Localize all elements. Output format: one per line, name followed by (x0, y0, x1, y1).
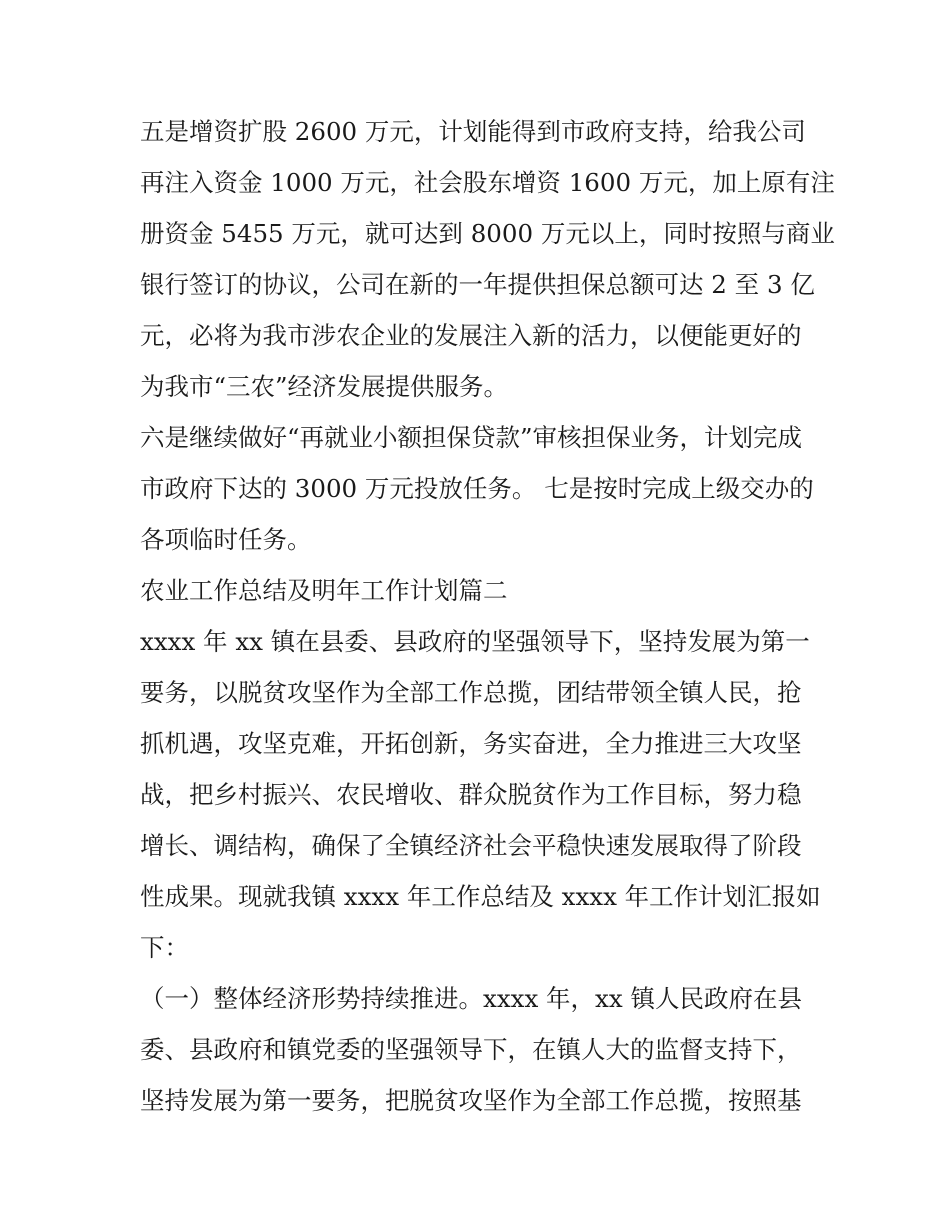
text-line: 市政府下达的 3000 万元投放任务。 七是按时完成上级交办的 (140, 474, 814, 503)
text-line: 再注入资金 1000 万元，社会股东增资 1600 万元，加上原有注 (140, 168, 835, 197)
text-line: 抓机遇，攻坚克难，开拓创新，务实奋进，全力推进三大攻坚 (140, 729, 802, 758)
text-line: 银行签订的协议，公司在新的一年提供担保总额可达 2 至 3 亿 (140, 270, 815, 299)
text-line: （一）整体经济形势持续推进。xxxx 年，xx 镇人民政府在县 (140, 984, 802, 1013)
text-line: 战，把乡村振兴、农民增收、群众脱贫作为工作目标，努力稳 (140, 780, 802, 809)
text-line: 元，必将为我市涉农企业的发展注入新的活力，以便能更好的 (140, 321, 802, 350)
text-line: 坚持发展为第一要务，把脱贫攻坚作为全部工作总揽，按照基 (140, 1086, 802, 1115)
text-line: xxxx 年 xx 镇在县委、县政府的坚强领导下，坚持发展为第一 (140, 627, 810, 656)
text-line: 增长、调结构，确保了全镇经济社会平稳快速发展取得了阶段 (140, 831, 802, 860)
body-text (140, 106, 835, 1126)
text-line: 性成果。现就我镇 xxxx 年工作总结及 xxxx 年工作计划汇报如 (140, 882, 821, 911)
text-line: 委、县政府和镇党委的坚强领导下，在镇人大的监督支持下， (140, 1035, 802, 1064)
text-line: 六是继续做好“再就业小额担保贷款”审核担保业务，计划完成 (140, 423, 803, 452)
text-line: 为我市“三农”经济发展提供服务。 (140, 372, 509, 401)
text-line: 要务，以脱贫攻坚作为全部工作总揽，团结带领全镇人民，抢 (140, 678, 802, 707)
section-heading: 农业工作总结及明年工作计划篇二 (140, 576, 508, 605)
text-line: 五是增资扩股 2600 万元，计划能得到市政府支持，给我公司 (140, 117, 806, 146)
text-line: 册资金 5455 万元，就可达到 8000 万元以上，同时按照与商业 (140, 219, 835, 248)
text-line: 各项临时任务。 (140, 525, 312, 554)
text-line: 下： (140, 933, 189, 962)
